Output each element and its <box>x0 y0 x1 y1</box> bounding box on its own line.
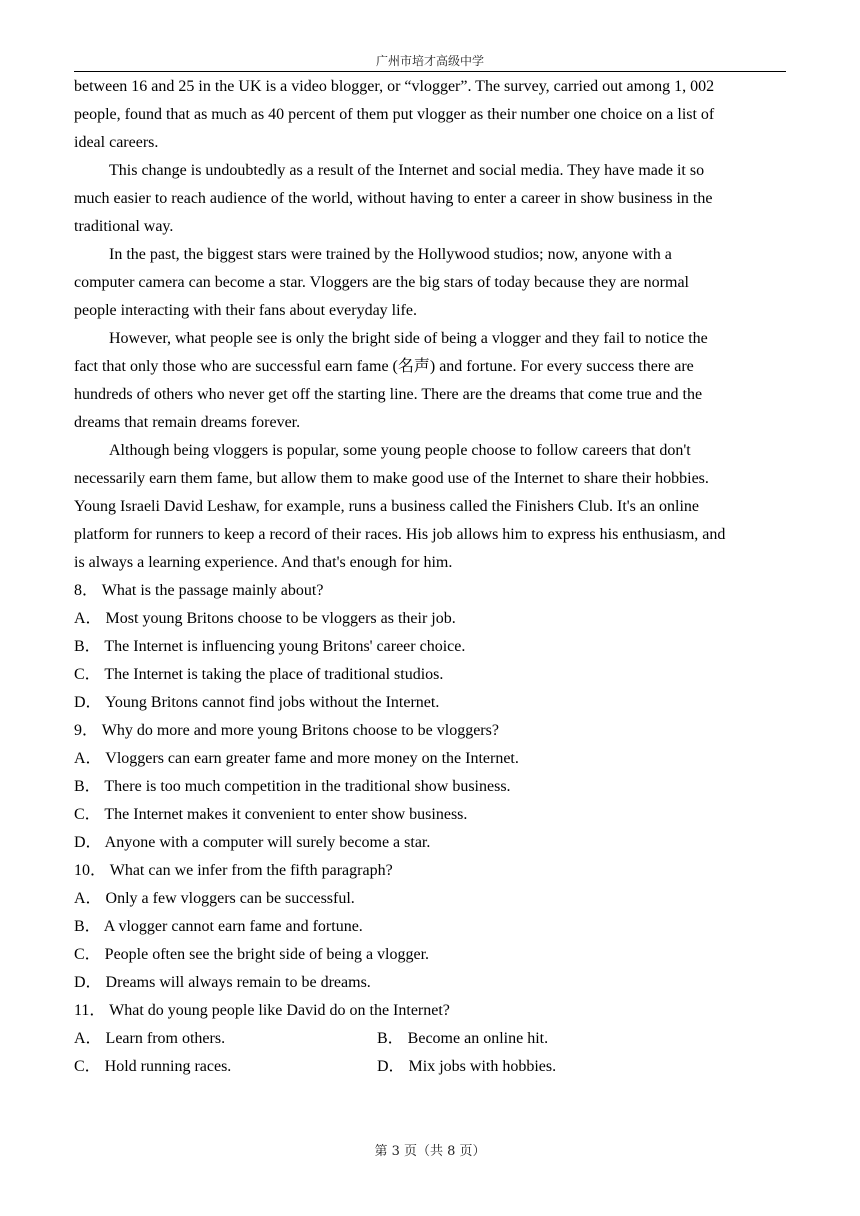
text-line: fact that only those who are successful earn fame (名声) and fortune. For every success there are <box>74 358 694 375</box>
paragraph-3 <box>74 241 786 325</box>
option-b: B． The Internet is influencing young Britons' career choice. <box>74 638 466 655</box>
text-line: people interacting with their fans about everyday life. <box>74 302 417 319</box>
option-c: C． People often see the bright side of being a vlogger. <box>74 946 430 963</box>
question-9 <box>74 717 786 857</box>
option-a: A． Learn from others. <box>74 1030 226 1047</box>
option-b: B． There is too much competition in the traditional show business. <box>74 778 511 795</box>
text-line: necessarily earn them fame, but allow them to make good use of the Internet to share their hobbies. <box>74 470 709 487</box>
paragraph-5 <box>74 437 786 577</box>
paragraph-2 <box>74 157 786 241</box>
question-stem: 8． What is the passage mainly about? <box>74 582 324 599</box>
paragraph-1 <box>74 73 786 157</box>
option-d: D． Dreams will always remain to be dreams. <box>74 974 371 991</box>
option-row <box>74 1025 786 1053</box>
question-8 <box>74 577 786 717</box>
text-line: traditional way. <box>74 218 174 235</box>
option-c: C． The Internet makes it convenient to enter show business. <box>74 806 468 823</box>
page-number: 第 3 页（共 8 页） <box>374 1144 486 1159</box>
option-a: A． Only a few vloggers can be successful. <box>74 890 355 907</box>
option-b: B． A vlogger cannot earn fame and fortune. <box>74 918 363 935</box>
text-line: between 16 and 25 in the UK is a video blogger, or “vlogger”. The survey, carried out among 1, 002 <box>74 78 715 95</box>
option-d: D． Mix jobs with hobbies. <box>377 1058 557 1075</box>
paragraph-4 <box>74 325 786 437</box>
text-line: Although being vloggers is popular, some young people choose to follow careers that don't <box>109 442 691 459</box>
text-line: This change is undoubtedly as a result of the Internet and social media. They have made it so <box>109 162 705 179</box>
text-line: people, found that as much as 40 percent of them put vlogger as their number one choice on a list of <box>74 106 715 123</box>
option-b: B． Become an online hit. <box>377 1030 549 1047</box>
text-line: However, what people see is only the bright side of being a vlogger and they fail to notice the <box>109 330 708 347</box>
text-line: is always a learning experience. And that's enough for him. <box>74 554 453 571</box>
option-a: A． Vloggers can earn greater fame and more money on the Internet. <box>74 750 519 767</box>
text-line: ideal careers. <box>74 134 159 151</box>
option-row <box>74 1053 786 1081</box>
header-rule <box>74 71 786 72</box>
text-line: In the past, the biggest stars were trained by the Hollywood studios; now, anyone with a <box>109 246 672 263</box>
question-stem: 9． Why do more and more young Britons choose to be vloggers? <box>74 722 499 739</box>
text-line: Young Israeli David Leshaw, for example, runs a business called the Finishers Club. It's an online <box>74 498 699 515</box>
option-c: C． Hold running races. <box>74 1058 232 1075</box>
option-c: C． The Internet is taking the place of traditional studios. <box>74 666 444 683</box>
text-line: computer camera can become a star. Vloggers are the big stars of today because they are normal <box>74 274 689 291</box>
document-body <box>74 73 786 1081</box>
text-line: much easier to reach audience of the world, without having to enter a career in show business in the <box>74 190 713 207</box>
page-header: 广州市培才高级中学 <box>375 54 484 68</box>
text-line: dreams that remain dreams forever. <box>74 414 301 431</box>
option-d: D． Young Britons cannot find jobs without the Internet. <box>74 694 440 711</box>
question-stem: 11． What do young people like David do on the Internet? <box>74 1002 450 1019</box>
question-10 <box>74 857 786 997</box>
text-line: platform for runners to keep a record of their races. His job allows him to express his enthusiasm, and <box>74 526 726 543</box>
question-stem: 10． What can we infer from the fifth paragraph? <box>74 862 393 879</box>
question-11 <box>74 997 786 1081</box>
option-a: A． Most young Britons choose to be vloggers as their job. <box>74 610 456 627</box>
text-line: hundreds of others who never get off the starting line. There are the dreams that come true and the <box>74 386 703 403</box>
option-d: D． Anyone with a computer will surely become a star. <box>74 834 431 851</box>
